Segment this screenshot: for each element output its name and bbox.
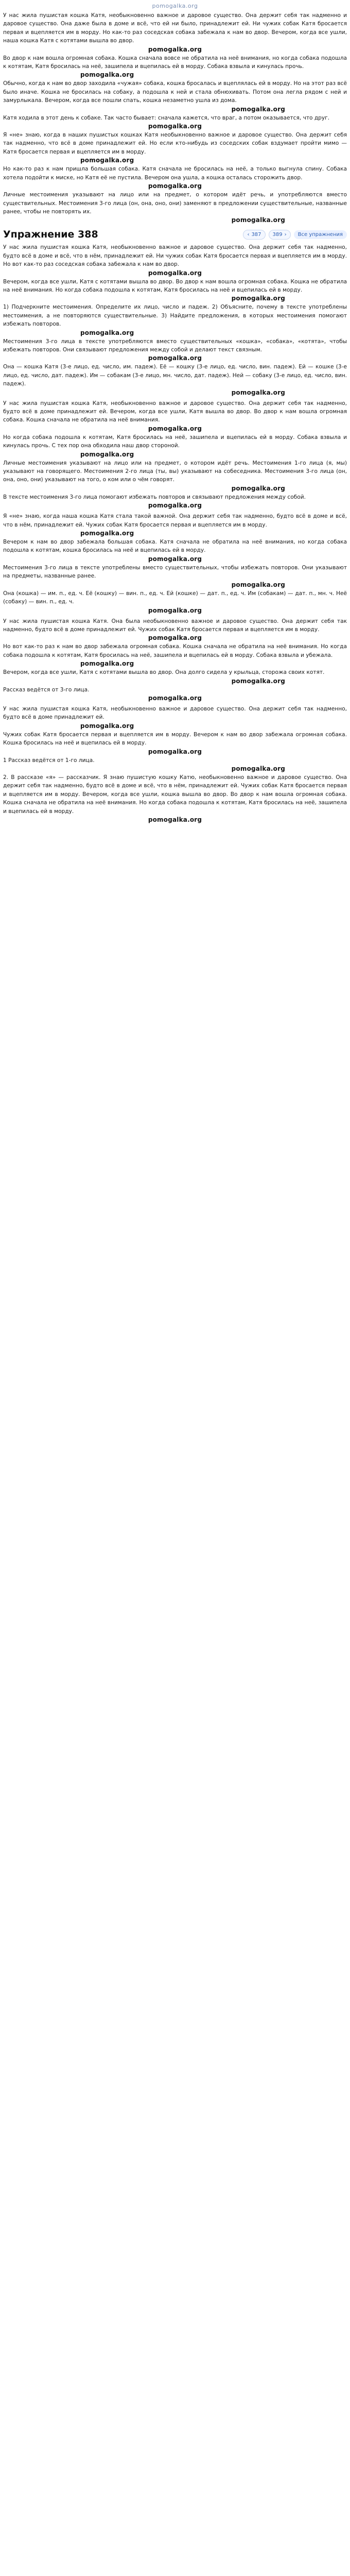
prev-exercise-label: 387 — [251, 231, 261, 238]
watermark: pomogalka.org — [80, 530, 134, 537]
prev-exercise-button[interactable] — [243, 230, 265, 240]
paragraph: Но вот как-то раз к нам во двор забежала огромная собака. Кошка сначала не обратила на неё внимания. Но когда собака подошла к котятам, Катя бросилась на неё, зашипела и вцепилась ей в морду. Собака взвыла и убежала. — [3, 643, 347, 658]
paragraph: Вечером, когда все ушли, Катя с котятами вышла во двор. Она долго сидела у крыльца, сторожа своих котят. — [3, 669, 325, 676]
watermark: pomogalka.org — [231, 295, 285, 302]
watermark: pomogalka.org — [148, 269, 202, 277]
paragraph: Местоимения 3-го лица в тексте употреблены вместо существительных, чтобы избежать повторов. Они указывают на предметы, названные ранее. — [3, 564, 347, 580]
paragraph: 1) Подчеркните местоимения. Определите их лицо, число и падеж. 2) Объясните, почему в тексте употреблены местоимения, а не повторяются существительные. 3) Найдите предложения, в которых местоимения помогают избежать повторов. — [3, 304, 347, 328]
watermark: pomogalka.org — [148, 123, 202, 130]
watermark: pomogalka.org — [231, 581, 285, 588]
watermark: pomogalka.org — [231, 388, 285, 396]
paragraph: У нас жила пушистая кошка Катя, необыкновенно важное и даровое существо. Она держит себя так надменно, будто всё в доме принадлежит ей. — [3, 705, 347, 721]
paragraph: Она (кошка) — им. п., ед. ч. Её (кошку) — вин. п., ед. ч. Ей (кошке) — дат. п., ед. ч. Им (собакам) — дат. п., мн. ч. Неё (собаку) — вин. п., ед. ч. — [3, 590, 347, 605]
watermark: pomogalka.org — [80, 722, 134, 730]
paragraph: Я «не» знаю, когда в наших пушистых кошках Катя необыкновенно важное и даровое существо. Она держит себя так надменно, что всё в доме принадлежит ей. Но если кто-нибудь из соседских собак вздумает пройти мимо — Катя бросается первая и вцепляется им в морду. — [3, 132, 347, 155]
arrow-right-icon: › — [284, 231, 287, 238]
watermark: pomogalka.org — [148, 694, 202, 702]
paragraph: Но когда собака подошла к котятам, Катя бросилась на неё, зашипела и вцепилась ей в морду. Собака взвыла и кинулась прочь. С тех пор она обходила наш двор стороной. — [3, 434, 347, 449]
paragraph: У нас жила пушистая кошка Катя, необыкновенно важное и даровое существо. Она держит себя так надменно и даровое существо. Она даже была в доме и всё, что ей ни было, принадлежит ей. Ни чужих собак Катя бросается первая и вцепляется им в морду. Но как-то раз соседская собака забежала к нам во двор. Вечером, когда все ушли, наша кошка Катя с котятами вышла во двор. — [3, 12, 347, 44]
watermark: pomogalka.org — [148, 748, 202, 755]
text-block-5 — [3, 512, 347, 615]
watermark: pomogalka.org — [148, 425, 202, 432]
paragraph: Личные местоимения указывают на лицо или на предмет, о котором идёт речь, и употребляются вместо существительных. Местоимения 3-го лица (он, она, оно, они) заменяют в предложении существительные, названные ранее, чтобы не повторять их. — [3, 192, 347, 215]
watermark: pomogalka.org — [148, 606, 202, 614]
watermark: pomogalka.org — [80, 329, 134, 336]
watermark: pomogalka.org — [148, 634, 202, 642]
all-exercises-link[interactable]: Все упражнения — [294, 230, 347, 239]
watermark: pomogalka.org — [231, 677, 285, 685]
paragraph: У нас жила пушистая кошка Катя, необыкновенно важное и даровое существо. Она держит себя так надменно, будто всё в доме принадлежит ей. Вечером, когда все ушли, Катя вышла во двор. Во двор к нам вошла огромная собака. Кошка сначала не обратила на неё внимания. — [3, 400, 347, 423]
watermark: pomogalka.org — [231, 765, 285, 772]
paragraph: Местоимения 3-го лица в тексте употребляются вместо существительных «кошка», «собака», «котята», чтобы избежать повторов. Они связывают предложения между собой и делают текст связным. — [3, 338, 347, 353]
text-block-2 — [3, 131, 347, 225]
paragraph: Я «не» знаю, когда наша кошка Катя стала такой важной. Она держит себя так надменно, будто всё в доме и всё, что в нём, принадлежит ей. Чужих собак Катя бросается первая и вцепляется им в морду. — [3, 513, 347, 528]
next-exercise-label: 389 — [272, 231, 283, 238]
paragraph: Но как-то раз к нам пришла большая собака. Катя сначала не бросилась на неё, а только выгнула спину. Собака хотела подойти к миске, но Катя её не пустила. Вечером она ушла, а кошка осталась сторожить двор. — [3, 166, 347, 181]
text-block-3 — [3, 243, 347, 397]
text-block-6 — [3, 617, 347, 703]
watermark: pomogalka.org — [148, 555, 202, 563]
watermark: pomogalka.org — [80, 450, 134, 458]
watermark: pomogalka.org — [80, 660, 134, 668]
paragraph: Обычно, когда к нам во двор заходила «чужая» собака, кошка бросалась и вцеплялась ей в морду. Но на этот раз всё было иначе. Кошка не бросилась на собаку, а подошла к ней и стала обнюхивать. Потом она легла рядом с ней и замурлыкала. Вечером, когда все пошли спать, кошка незаметно ушла из дома. — [3, 80, 347, 104]
exercise-title: Упражнение 388 — [3, 229, 98, 241]
paragraph: У нас жила пушистая кошка Катя, необыкновенно важное и даровое существо. Она держит себя так надменно, будто всё в доме и всё, что в нём, принадлежит ей. Ни чужих собак Катя бросается первая и вцепляется им в морду. Но вот как-то раз соседская собака забежала к нам во двор. — [3, 244, 347, 268]
exercise-nav — [243, 230, 347, 240]
watermark: pomogalka.org — [148, 816, 202, 823]
watermark: pomogalka.org — [231, 105, 285, 113]
watermark: pomogalka.org — [80, 157, 134, 164]
arrow-left-icon: ‹ — [247, 231, 250, 238]
paragraph: 2. В рассказе «я» — рассказчик. Я знаю пушистую кошку Катю, необыкновенно важное и даровое существо. Она держит себя так надменно, будто всё в доме и всё, что в нём, принадлежит ей. Чужих собак Катя бросается первая и вцепляется им в морду. Вечером, когда все ушли, кошка вышла во двор. Во двор к нам вошла огромная собака. Кошка сначала не обратила на неё внимания. Но когда собака подошла к котятам, Катя бросилась на неё, зашипела и вцепилась ей в морду. — [3, 774, 347, 815]
paragraph: Катя ходила в этот день к собаке. Так часто бывает: сначала кажется, что враг, а потом оказывается, что друг. — [3, 114, 330, 121]
watermark: pomogalka.org — [231, 216, 285, 224]
text-block-7 — [3, 705, 347, 824]
paragraph: В тексте местоимения 3-го лица помогают избежать повторов и связывают предложения между собой. — [3, 494, 306, 500]
watermark: pomogalka.org — [231, 484, 285, 492]
document-body — [0, 11, 350, 824]
paragraph: Личные местоимения указывают на лицо или на предмет, о котором идёт речь. Местоимения 1-го лица (я, мы) указывают на говорящего. Местоимения 2-го лица (ты, вы) указывают на собеседника. Местоимения 3-го лица (он, она, оно, они) указывают на того, о ком или о чём говорят. — [3, 460, 347, 483]
paragraph: Во двор к нам вошла огромная собака. Кошка сначала вовсе не обратила на неё внимания, но когда собака подошла к котятам, Катя бросилась на неё, зашипела и вцепилась ей в морду. Собака взвыла и кинулась прочь. — [3, 55, 347, 70]
next-exercise-button[interactable] — [269, 230, 291, 240]
exercise-heading — [3, 229, 347, 240]
paragraph: Вечером к нам во двор забежала большая собака. Катя сначала не обратила на неё внимания, но когда собака подошла к котятам, кошка бросилась на неё и вцепилась ей в морду. — [3, 539, 347, 554]
watermark: pomogalka.org — [148, 182, 202, 190]
paragraph: У нас жила пушистая кошка Катя. Она была необыкновенно важное и даровое существо. Она держит себя так надменно, будто всё в доме принадлежит ей. Чужих собак Катя бросается первая и вцепляется им в морду. — [3, 618, 347, 633]
text-block-4 — [3, 399, 347, 511]
watermark: pomogalka.org — [80, 71, 134, 79]
paragraph: Она — кошка Катя (3-е лицо, ед. число, им. падеж). Её — кошку (3-е лицо, ед. число, вин. падеж). Ей — кошке (3-е лицо, ед. число, дат. падеж). Им — собакам (3-е лицо, мн. число, дат. падеж). Ней — собаку (3-е лицо, ед. число, вин. падеж). — [3, 364, 347, 387]
paragraph: Рассказ ведётся от 3-го лица. — [3, 686, 90, 693]
paragraph: Вечером, когда все ушли, Катя с котятами вышла во двор. Во двор к нам вошла огромная собака. Кошка не обратила на неё внимания. Но когда собака подошла к котятам, Катя бросилась на неё и вцепилась ей в морду. — [3, 278, 347, 293]
paragraph: Чужих собак Катя бросается первая и вцепляется им в морду. Вечером к нам во двор забежала огромная собака. Кошка бросилась на неё и вцепилась ей в морду. — [3, 731, 347, 747]
watermark: pomogalka.org — [148, 354, 202, 362]
site-header[interactable]: pomogalka.org — [152, 2, 198, 9]
text-block-1 — [3, 11, 347, 131]
paragraph: 1 Рассказ ведётся от 1-го лица. — [3, 757, 95, 764]
watermark: pomogalka.org — [148, 45, 202, 53]
watermark: pomogalka.org — [148, 502, 202, 510]
